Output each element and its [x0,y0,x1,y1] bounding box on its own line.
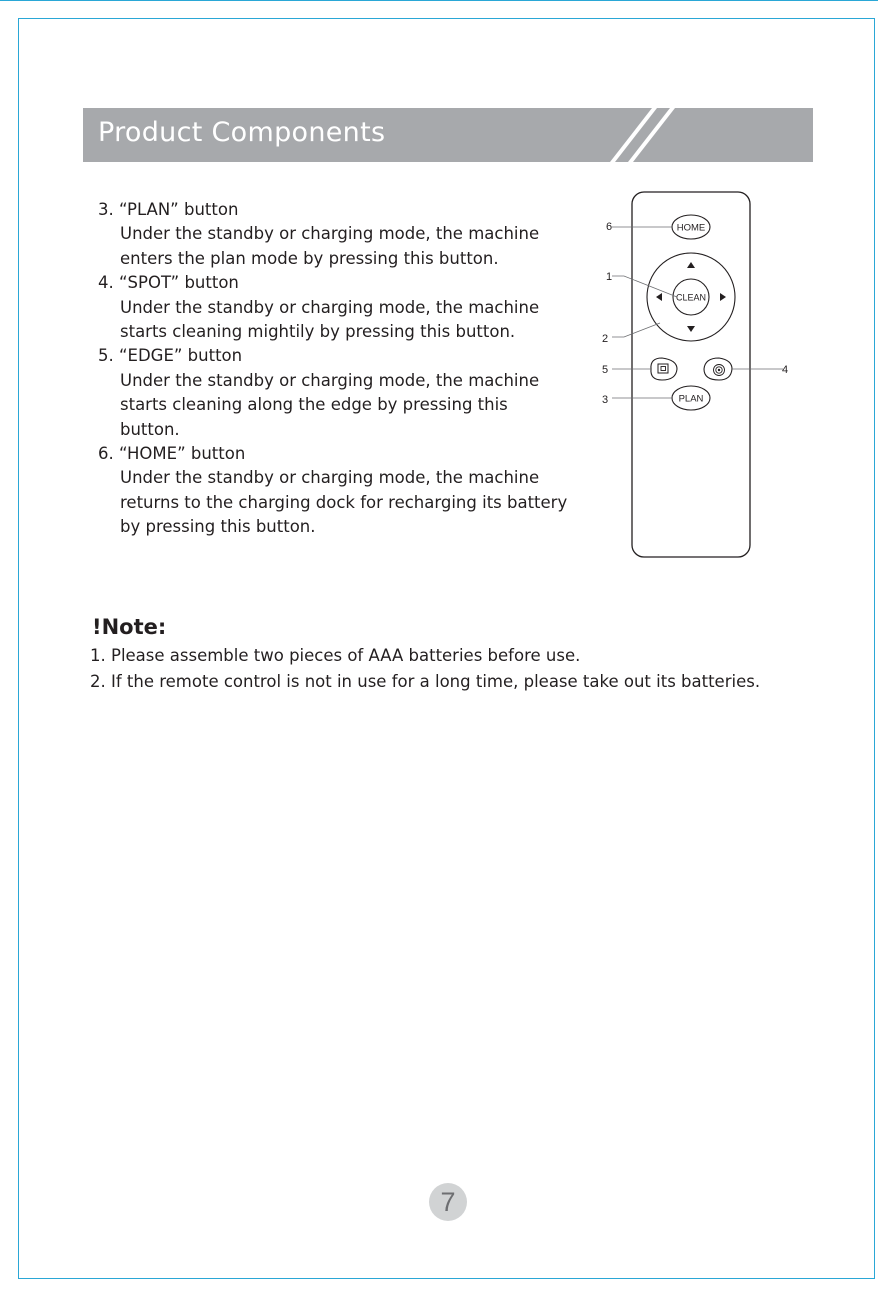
note-list [90,643,760,695]
plan-button-label: PLAN [678,393,704,405]
page-number: 7 [429,1183,467,1221]
item-title: 3. “PLAN” button [98,200,239,219]
item-title: 4. “SPOT” button [98,273,239,293]
clean-button-label: CLEAN [675,292,707,303]
note-line: 2. If the remote control is not in use for a long time, please take out its batteries. [90,672,761,691]
item-desc-line: Under the standby or charging mode, the machine [120,297,540,317]
item-desc-line: starts cleaning along the edge by pressing this [120,395,508,415]
item-desc-line: returns to the charging dock for recharging its battery [120,492,568,512]
note-title: !Note: [92,615,167,639]
section-banner [83,108,813,162]
remote-body [632,192,750,557]
banner-stripes-decoration [83,108,813,162]
note-line: 1. Please assemble two pieces of AAA batteries before use. [90,646,581,665]
item-title: 5. “EDGE” button [98,346,243,366]
section-title: Product Components [98,117,386,148]
list-item-home [98,442,603,540]
list-item-plan [98,198,603,271]
home-button-label: HOME [676,222,706,234]
edge-button [651,358,677,380]
callout-2: 2 [602,333,609,345]
item-desc-line: Under the standby or charging mode, the machine [120,224,540,244]
top-border-line [0,0,878,1]
item-desc-line: button. [120,419,180,439]
list-item-spot [98,271,603,344]
callout-5: 5 [602,364,609,376]
item-desc-line: starts cleaning mightily by pressing this button. [120,322,516,342]
callout-1: 1 [606,271,613,283]
remote-control-diagram [590,190,800,562]
item-desc-line: Under the standby or charging mode, the machine [120,468,540,488]
spot-button [704,358,732,380]
callout-3: 3 [602,394,609,406]
callout-6: 6 [606,221,613,233]
item-desc-line: enters the plan mode by pressing this button. [120,248,499,268]
button-description-list [98,198,603,540]
item-desc-line: Under the standby or charging mode, the machine [120,370,540,390]
item-desc-line: by pressing this button. [120,517,316,537]
item-title: 6. “HOME” button [98,444,246,464]
callout-4: 4 [782,364,789,376]
list-item-edge [98,344,603,442]
